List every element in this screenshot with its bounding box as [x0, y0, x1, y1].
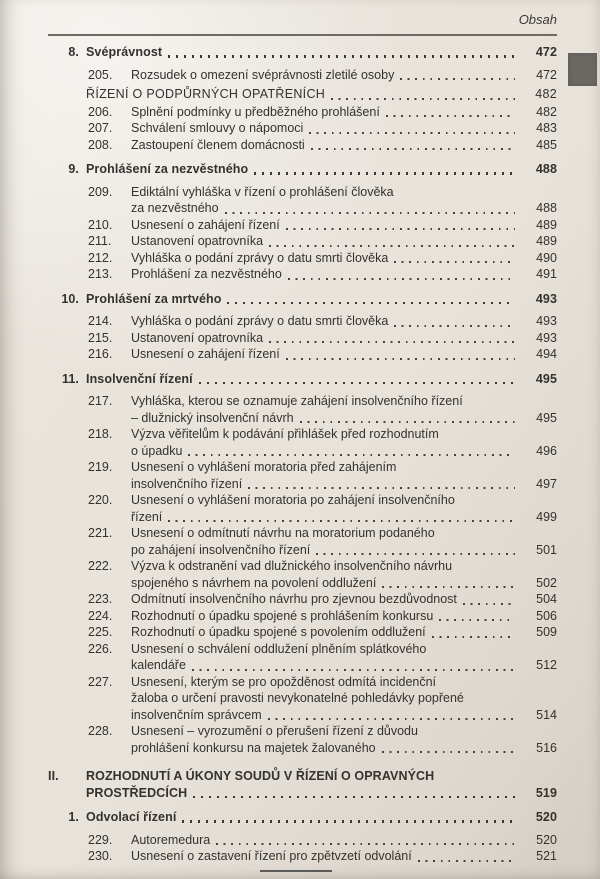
entry-number: 222. [88, 559, 113, 573]
entry-title-text: Vyhláška o podání zprávy o datu smrti člověka [131, 250, 389, 265]
entry-number: 230. [88, 849, 113, 863]
entry-number: 208. [88, 137, 113, 152]
entry-page-number: 472 [536, 67, 557, 82]
entry-page-number: 482 [536, 104, 557, 119]
dot-leader [248, 487, 515, 489]
entry-line [131, 591, 521, 608]
entry-title-text: za nezvěstného [131, 201, 219, 215]
entry-body [86, 809, 521, 826]
dot-leader [311, 148, 515, 150]
entry-line [86, 44, 521, 61]
entry-body [131, 848, 521, 865]
entry-body [86, 161, 521, 178]
toc-entry-item [48, 624, 557, 641]
entry-title-text: po zahájení insolvenčního řízení [131, 542, 311, 557]
entry-title-text: Výzva k odstranění vad dlužnického insolvenčního návrhu [131, 559, 453, 573]
section-end-divider [260, 870, 332, 872]
entry-title-text: Odvolací řízení [86, 810, 177, 824]
entry-line [86, 785, 521, 802]
entry-line [131, 657, 521, 674]
entry-title-text: Ustanovení opatrovníka [131, 234, 264, 248]
entry-title-text: Svéprávnost [86, 45, 163, 59]
entry-body [131, 459, 521, 492]
dot-leader [286, 358, 515, 360]
toc-entry-item [48, 120, 557, 137]
toc-entry-section [48, 291, 557, 308]
entry-page-number: 483 [536, 121, 557, 135]
entry-title-text: Výzva věřitelům k podávání přihlášek před rozhodnutím [131, 427, 439, 441]
entry-page-number: 512 [536, 658, 557, 672]
dot-leader [439, 619, 515, 621]
entry-title-text: Insolvenční řízení [86, 371, 193, 386]
entry-body [131, 137, 521, 154]
dot-leader [188, 454, 515, 456]
entry-page-number: 495 [535, 371, 557, 386]
dot-leader [269, 341, 515, 343]
dot-leader [316, 553, 515, 555]
entry-page-number: 502 [536, 575, 557, 590]
dot-leader [269, 245, 515, 247]
entry-title-text: Usnesení o zahájení řízení [131, 217, 280, 232]
entry-title-text: ŘÍZENÍ O PODPŮRNÝCH OPATŘENÍCH [86, 87, 326, 101]
dot-leader [288, 278, 515, 280]
entry-title-text: insolvenčního řízení [131, 476, 243, 491]
dot-leader [432, 636, 515, 638]
running-title: Obsah [518, 12, 557, 27]
entry-line [131, 641, 521, 658]
entry-line [131, 558, 521, 575]
entry-page-number: 489 [536, 217, 557, 232]
entry-line [131, 393, 521, 410]
toc-entry-item [48, 525, 557, 558]
dot-leader [382, 586, 515, 588]
toc-entry-section [48, 44, 557, 61]
entry-body [131, 393, 521, 426]
entry-line [86, 768, 521, 785]
entry-body [131, 233, 521, 250]
entry-body [131, 330, 521, 347]
dot-leader [227, 302, 515, 304]
entry-page-number: 516 [536, 740, 557, 755]
header-rule [48, 34, 557, 36]
entry-line [131, 723, 521, 740]
entry-body [131, 723, 521, 756]
entry-body [131, 184, 521, 217]
entry-body [131, 591, 521, 608]
entry-title-text: o úpadku [131, 443, 183, 458]
dot-leader [394, 261, 515, 263]
dot-leader [382, 751, 515, 753]
entry-title-text: Vyhláška, kterou se oznamuje zahájení insolvenčního řízení [131, 394, 463, 408]
entry-line [131, 492, 521, 509]
toc-entry-item [48, 591, 557, 608]
entry-line [131, 690, 521, 707]
entry-page-number: 495 [536, 410, 557, 425]
entry-body [86, 86, 521, 103]
entry-line [131, 67, 521, 84]
dot-leader [331, 98, 515, 100]
entry-title-text: Usnesení o schválení oddlužení plněním splátkového [131, 641, 427, 656]
entry-line [86, 86, 521, 103]
toc-entry-item [48, 313, 557, 330]
toc-entry-item [48, 492, 557, 525]
entry-number: 227. [88, 674, 113, 689]
entry-body [131, 346, 521, 363]
entry-line [131, 608, 521, 625]
entry-number: 220. [88, 493, 113, 507]
entry-title-text: Prohlášení za nezvěstného [131, 267, 282, 281]
entry-title-text: Splnění podmínky u předběžného prohlášení [131, 104, 380, 119]
toc-entry-item [48, 233, 557, 250]
entry-title-text: Odmítnutí insolvenčního návrhu pro zjevnou bezdůvodnost [131, 592, 457, 606]
dot-leader [168, 520, 515, 522]
entry-body [86, 768, 521, 801]
dot-leader [192, 669, 515, 671]
entry-page-number: 501 [536, 542, 557, 557]
entry-title-text: Usnesení o vyhlášení moratoria před zahájením [131, 460, 397, 474]
entry-title-text: Usnesení o odmítnutí návrhu na moratorium podaného [131, 526, 435, 540]
entry-number: 205. [88, 67, 113, 82]
page-header [0, 0, 600, 36]
entry-number: 226. [88, 641, 113, 656]
entry-title-text: – dlužnický insolvenční návrh [131, 410, 294, 425]
entry-number: 212. [88, 250, 113, 265]
entry-line [131, 250, 521, 267]
entry-title-text: Vyhláška o podání zprávy o datu smrti člověka [131, 314, 389, 328]
entry-page-number: 488 [536, 201, 557, 215]
entry-line [131, 542, 521, 559]
entry-number: 1. [68, 810, 79, 824]
entry-line [131, 217, 521, 234]
entry-body [131, 525, 521, 558]
entry-body [131, 426, 521, 459]
toc-entry-item [48, 330, 557, 347]
entry-page-number: 520 [535, 810, 557, 824]
entry-line [131, 848, 521, 865]
toc-entry-item [48, 346, 557, 363]
dot-leader [400, 78, 515, 80]
dot-leader [386, 115, 515, 117]
toc-entry-item [48, 459, 557, 492]
dot-leader [254, 172, 515, 174]
entry-title-text: Prohlášení za nezvěstného [86, 162, 249, 176]
dot-leader [182, 820, 515, 822]
entry-body [86, 291, 521, 308]
entry-title-text: Rozhodnutí o úpadku spojené s povolením oddlužení [131, 625, 426, 639]
entry-line [131, 674, 521, 691]
entry-line [131, 233, 521, 250]
entry-page-number: 488 [535, 162, 557, 176]
entry-title-text: Autoremedura [131, 832, 211, 847]
toc-entry-section [48, 809, 557, 826]
entry-number: 8. [68, 45, 79, 59]
dot-leader [418, 860, 515, 862]
entry-title-text: Usnesení o vyhlášení moratoria po zahájení insolvenčního [131, 493, 455, 507]
entry-number: 223. [88, 592, 113, 606]
entry-page-number: 489 [536, 234, 557, 248]
dot-leader [225, 212, 515, 214]
entry-page-number: 493 [536, 330, 557, 345]
toc-entry-section [48, 161, 557, 178]
entry-line [131, 575, 521, 592]
toc-entry-section [48, 371, 557, 388]
entry-page-number: 499 [536, 509, 557, 524]
entry-title-text: kalendáře [131, 658, 186, 672]
toc-entry-item [48, 266, 557, 283]
entry-body [131, 641, 521, 674]
entry-title-text: Usnesení o zastavení řízení pro zpětvzetí odvolání [131, 849, 412, 863]
entry-body [131, 624, 521, 641]
entry-line [131, 346, 521, 363]
entry-body [131, 674, 521, 724]
entry-title-text: Zastoupení členem domácnosti [131, 137, 305, 152]
toc-entry-subheading [48, 86, 557, 103]
entry-title-text: prohlášení konkursu na majetek žalovaného [131, 740, 376, 755]
entry-page-number: 497 [536, 476, 557, 491]
entry-line [131, 443, 521, 460]
entry-number: 214. [88, 314, 113, 328]
entry-body [131, 266, 521, 283]
toc-entry-item [48, 184, 557, 217]
dot-leader [463, 603, 515, 605]
entry-page-number: 485 [536, 137, 557, 152]
entry-body [86, 371, 521, 388]
entry-page-number: 509 [536, 625, 557, 639]
toc-entry-item [48, 393, 557, 426]
entry-line [131, 313, 521, 330]
entry-body [131, 67, 521, 84]
entry-number: 213. [88, 267, 113, 281]
entry-title-text: ROZHODNUTÍ A ÚKONY SOUDŮ V ŘÍZENÍ O OPRAVNÝCH [86, 769, 435, 783]
entry-line [131, 330, 521, 347]
entry-line [131, 120, 521, 137]
entry-body [86, 44, 521, 61]
entry-number: 217. [88, 394, 113, 408]
dot-leader [268, 718, 515, 720]
entry-title-text: Usnesení, kterým se pro opožděnost odmítá incidenční [131, 674, 437, 689]
entry-number: 210. [88, 217, 113, 232]
dot-leader [216, 843, 515, 845]
dot-leader [193, 796, 515, 798]
entry-line [131, 104, 521, 121]
entry-body [131, 217, 521, 234]
dot-leader [300, 421, 515, 423]
entry-number: 219. [88, 460, 113, 474]
entry-title-text: Rozsudek o omezení svéprávnosti zletilé osoby [131, 67, 395, 82]
entry-line [131, 266, 521, 283]
entry-page-number: 491 [536, 267, 557, 281]
dot-leader [168, 55, 515, 57]
entry-title-text: Ediktální vyhláška v řízení o prohlášení člověka [131, 184, 394, 199]
dot-leader [199, 382, 515, 384]
entry-page-number: 482 [535, 87, 557, 101]
entry-line [131, 624, 521, 641]
entry-line [131, 707, 521, 724]
entry-line [131, 525, 521, 542]
entry-line [131, 410, 521, 427]
entry-page-number: 519 [535, 785, 557, 800]
entry-body [131, 492, 521, 525]
entry-number: 211. [88, 234, 112, 248]
entry-page-number: 514 [536, 707, 557, 722]
entry-number: 10. [61, 291, 79, 306]
toc-entry-item [48, 250, 557, 267]
entry-title-text: Usnesení o zahájení řízení [131, 347, 280, 361]
entry-number: 218. [88, 427, 113, 441]
entry-page-number: 472 [535, 45, 557, 59]
toc-entry-item [48, 723, 557, 756]
toc-entry-item [48, 137, 557, 154]
entry-body [131, 313, 521, 330]
entry-title-text: Schválení smlouvy o nápomoci [131, 121, 304, 135]
toc-entry-item [48, 104, 557, 121]
entry-page-number: 493 [535, 291, 557, 306]
dot-leader [309, 132, 515, 134]
entry-number: 224. [88, 608, 113, 623]
entry-body [131, 104, 521, 121]
entry-number: 9. [68, 162, 79, 176]
entry-title-text: Ustanovení opatrovníka [131, 330, 264, 345]
toc-entry-item [48, 426, 557, 459]
entry-body [131, 832, 521, 849]
entry-line [131, 459, 521, 476]
entry-line [86, 291, 521, 308]
entry-body [131, 608, 521, 625]
toc-entry-item [48, 848, 557, 865]
entry-title-text: řízení [131, 509, 163, 524]
entry-page-number: 520 [536, 832, 557, 847]
entry-number: 11. [62, 371, 79, 386]
dot-leader [286, 228, 515, 230]
entry-title-text: Usnesení – vyrozumění o přerušení řízení z důvodu [131, 724, 418, 738]
entry-title-text: žaloba o určení pravosti nevykonatelné pohledávky popřené [131, 691, 464, 705]
entry-line [86, 809, 521, 826]
entry-page-number: 496 [536, 443, 557, 458]
entry-page-number: 504 [536, 592, 557, 606]
entry-body [131, 250, 521, 267]
entry-number: 229. [88, 832, 113, 847]
entry-body [131, 120, 521, 137]
entry-page-number: 490 [536, 250, 557, 265]
toc-entry-item [48, 217, 557, 234]
entry-line [131, 740, 521, 757]
toc-entry-item [48, 608, 557, 625]
entry-line [131, 832, 521, 849]
toc-entry-item [48, 832, 557, 849]
entry-line [131, 476, 521, 493]
entry-title-text: Prohlášení za mrtvého [86, 291, 222, 306]
entry-line [131, 200, 521, 217]
entry-number: II. [48, 769, 59, 783]
entry-page-number: 521 [536, 849, 557, 863]
entry-title-text: PROSTŘEDCÍCH [86, 785, 188, 800]
entry-line [131, 184, 521, 201]
entry-line [131, 137, 521, 154]
entry-number: 216. [88, 347, 113, 361]
entry-title-text: spojeného s návrhem na povolení oddlužení [131, 575, 377, 590]
entry-page-number: 493 [536, 314, 557, 328]
toc-list [48, 44, 557, 865]
toc-entry-item [48, 641, 557, 674]
entry-number: 209. [88, 184, 113, 199]
thumb-index-tab [568, 53, 597, 86]
entry-number: 215. [88, 330, 113, 345]
entry-title-text: Rozhodnutí o úpadku spojené s prohlášením konkursu [131, 608, 434, 623]
entry-number: 225. [88, 625, 113, 639]
entry-page-number: 494 [536, 347, 557, 361]
toc-entry-item [48, 674, 557, 724]
entry-line [131, 426, 521, 443]
entry-number: 221. [88, 526, 113, 540]
toc-entry-item [48, 67, 557, 84]
entry-number: 207. [88, 121, 113, 135]
entry-number: 206. [88, 104, 113, 119]
entry-line [131, 509, 521, 526]
dot-leader [394, 325, 515, 327]
entry-title-text: insolvenčním správcem [131, 707, 262, 722]
entry-number: 228. [88, 724, 113, 738]
entry-line [86, 161, 521, 178]
entry-line [86, 371, 521, 388]
toc-entry-item [48, 558, 557, 591]
toc-entry-part [48, 768, 557, 801]
entry-body [131, 558, 521, 591]
entry-page-number: 506 [536, 608, 557, 623]
